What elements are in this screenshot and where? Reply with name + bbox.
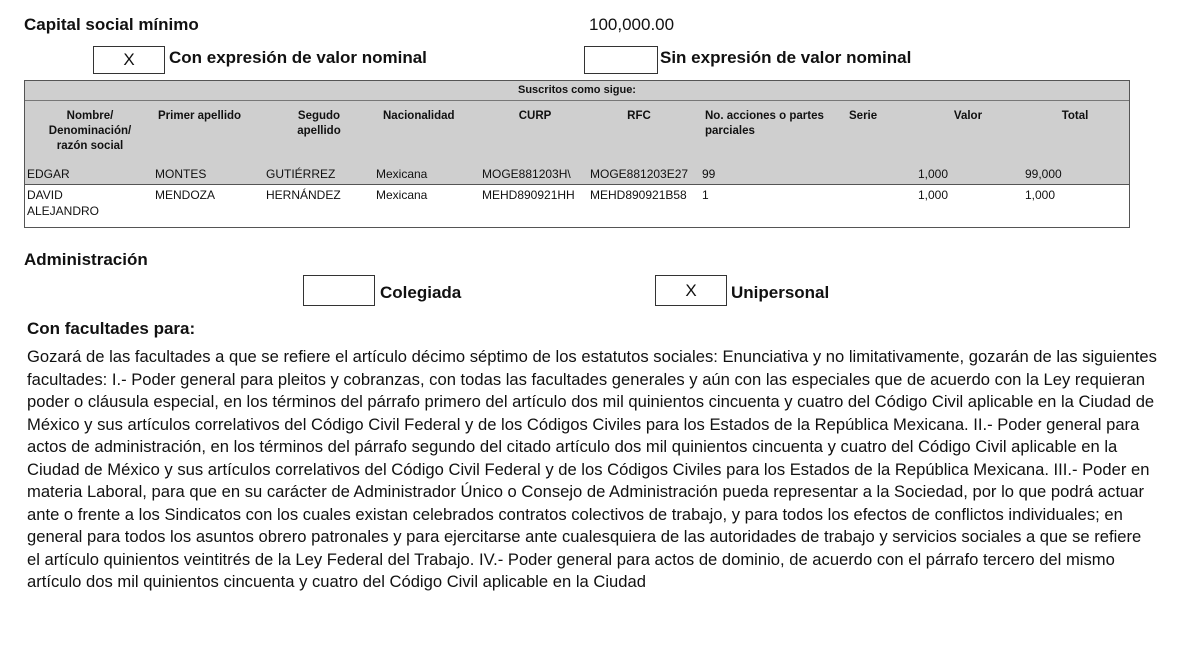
col-header-rfc: RFC (627, 110, 651, 122)
sin-valor-nominal-label: Sin expresión de valor nominal (660, 48, 912, 67)
col-header-valor: Valor (953, 110, 983, 122)
cell-primer-apellido: MENDOZA (155, 188, 215, 202)
col-header-total: Total (1061, 110, 1089, 122)
cell-segundo-apellido: GUTIÉRREZ (266, 167, 336, 181)
colegiada-checkbox[interactable] (303, 275, 375, 306)
col-header-primer-apellido: Primer apellido (158, 110, 242, 122)
cell-nombre: EDGAR (27, 167, 70, 181)
facultades-text: Gozará de las facultades a que se refiere el artículo décimo séptimo de los estatutos sociales: Enunciativa y no limitativamente, gozarán de las siguientes facultades: I.- Poder general para pleitos y cobranzas, con todas las facultades generales y aún con las especiales que de acuerdo con la Ley requieran poder o cláusula especial, en los términos del párrafo primero del artículo dos mil quinientos cincuenta y cuatro del Código Civil aplicable en la Ciudad de México y sus artículos correlativos del Código Civil Federal y de los Códigos Civiles para los Estados de la República Mexicana. II.- Poder general para actos de administración, en los términos del párrafo segundo del citado artículo dos mil quinientos cincuenta y cuatro del Código Civil aplicable en la Ciudad de México y sus artículos correlativos del Código Civil Federal y de los Códigos Civiles para los Estados de la República Mexicana. III.- Poder en materia Laboral, para que en su carácter de Administrador Único o Consejo de Administración pueda representar a la Sociedad, por lo que podrá actuar ante o frente a los Sindicatos con los cuales existan celebrados contratos colectivos de trabajo, y para todos los efectos de conflictos individuales; en general para todos los asuntos obrero patronales y para ejercitarse ante cualesquiera de las autoridades de trabajo y servicios sociales a que se refiere el artículo quinientos veintitrés de la Ley Federal del Trabajo. IV.- Poder general para actos de dominio, de acuerdo con el párrafo tercero del mismo artículo dos mil quinientos cincuenta y cuatro del Código Civil aplicable en la Ciudad (27, 347, 1157, 591)
con-valor-nominal-checkbox[interactable]: X (93, 46, 165, 74)
suscritos-table (24, 80, 1130, 228)
suscritos-title: Suscritos como sigue: (25, 81, 1129, 101)
col-header-curp: CURP (518, 110, 552, 122)
unipersonal-checkbox[interactable]: X (655, 275, 727, 306)
capital-social-value: 100,000.00 (589, 15, 675, 34)
cell-total: 1,000 (1025, 188, 1056, 202)
capital-social-label: Capital social mínimo (24, 15, 199, 34)
cell-nacionalidad: Mexicana (376, 167, 428, 181)
cell-segundo-apellido: HERNÁNDEZ (266, 188, 341, 202)
col-header-segundo-apellido: Segudo apellido (297, 110, 341, 137)
cell-curp: MEHD890921HH (482, 188, 575, 202)
facultades-label: Con facultades para: (27, 319, 196, 338)
sin-valor-nominal-checkbox[interactable] (584, 46, 658, 74)
unipersonal-label: Unipersonal (731, 283, 830, 302)
col-header-nombre: Nombre/ Denominación/ razón social (48, 110, 132, 152)
cell-nombre: DAVID ALEJANDRO (27, 188, 100, 218)
cell-rfc: MOGE881203E27 (590, 167, 689, 181)
col-header-acciones: No. acciones o partes parciales (705, 110, 824, 137)
col-header-serie: Serie (849, 110, 878, 122)
cell-curp: MOGE881203H\ (482, 167, 571, 181)
col-header-nacionalidad: Nacionalidad (383, 110, 455, 122)
cell-primer-apellido: MONTES (155, 167, 207, 181)
administracion-label: Administración (24, 250, 148, 269)
cell-valor: 1,000 (918, 188, 949, 202)
cell-nacionalidad: Mexicana (376, 188, 428, 202)
colegiada-label: Colegiada (380, 283, 462, 302)
cell-total: 99,000 (1025, 167, 1062, 181)
cell-rfc: MEHD890921B58 (590, 188, 687, 202)
cell-valor: 1,000 (918, 167, 949, 181)
cell-acciones: 1 (702, 188, 709, 202)
cell-acciones: 99 (702, 167, 716, 181)
con-valor-nominal-label: Con expresión de valor nominal (169, 48, 427, 67)
